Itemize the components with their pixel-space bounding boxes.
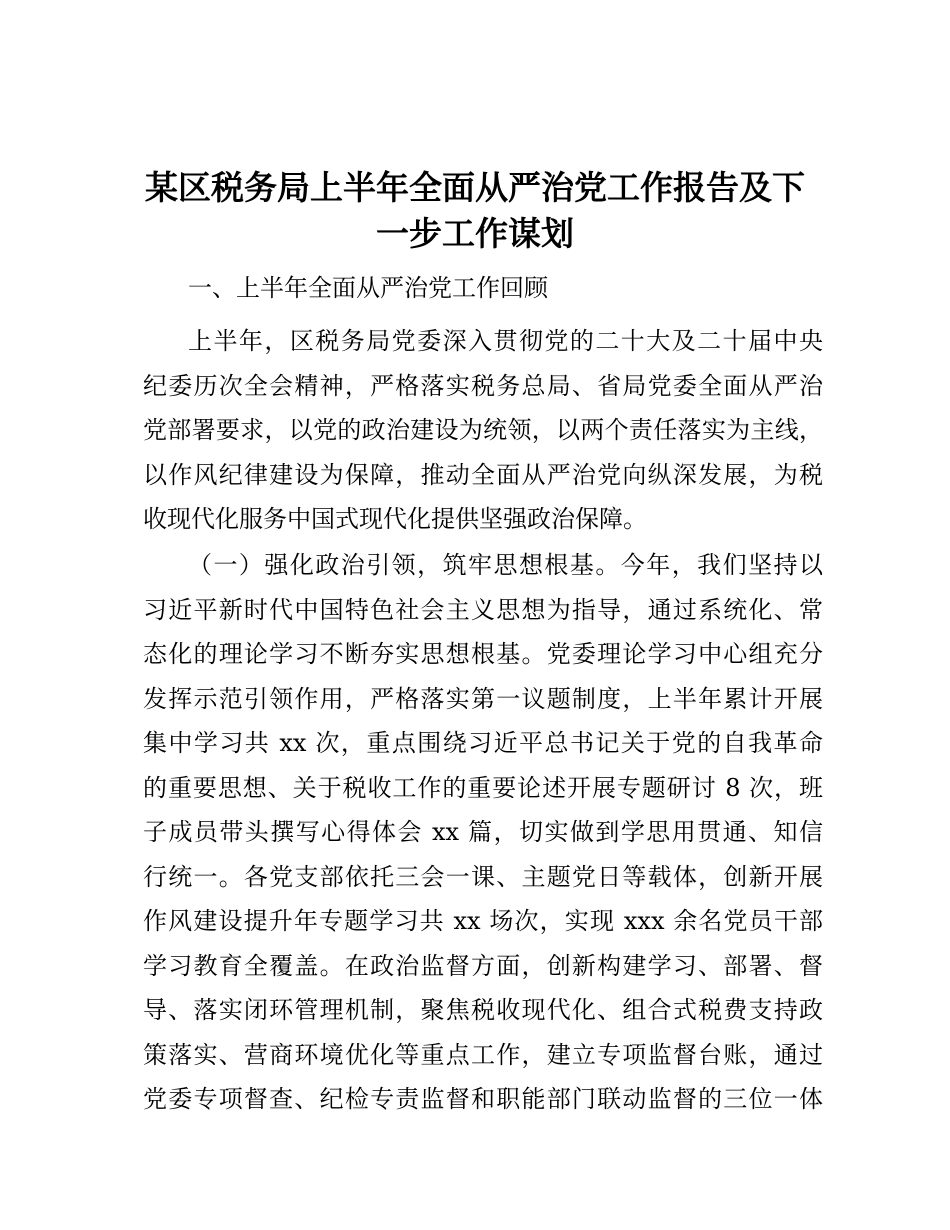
- paragraph-2: [143, 543, 823, 1122]
- section-heading: 一、上半年全面从严治党工作回顾: [188, 274, 548, 302]
- paragraph-line: 发挥示范引领作用，严格落实第一议题制度，上半年累计开展: [143, 684, 823, 713]
- paragraph-line: 党部署要求，以党的政治建设为统领，以两个责任落实为主线，: [143, 416, 823, 444]
- paragraph-line: 党委专项督查、纪检专责监督和职能部门联动监督的三位一体: [143, 1085, 823, 1113]
- paragraph-line: （一）强化政治引领，筑牢思想根基。今年，我们坚持以: [188, 551, 823, 579]
- paragraph-line: 纪委历次全会精神，严格落实税务总局、省局党委全面从严治: [143, 371, 823, 400]
- paragraph-line: 学习教育全覆盖。在政治监督方面，创新构建学习、部署、督: [143, 951, 823, 980]
- paragraph-1: [143, 319, 823, 542]
- document-title-line-1: 某区税务局上半年全面从严治党工作报告及下: [145, 168, 805, 207]
- paragraph-line: 以作风纪律建设为保障，推动全面从严治党向纵深发展，为税: [143, 460, 823, 489]
- paragraph-line: 上半年，区税务局党委深入贯彻党的二十大及二十届中央: [188, 327, 823, 355]
- paragraph-line: 态化的理论学习不断夯实思想根基。党委理论学习中心组充分: [143, 640, 823, 668]
- paragraph-line: 收现代化服务中国式现代化提供坚强政治保障。: [143, 505, 647, 533]
- paragraph-line: 子成员带头撰写心得体会 xx 篇，切实做到学思用贯通、知信: [143, 818, 823, 846]
- paragraph-line: 集中学习共 xx 次，重点围绕习近平总书记关于党的自我革命: [143, 729, 823, 757]
- paragraph-line: 的重要思想、关于税收工作的重要论述开展专题研讨 8 次，班: [143, 773, 823, 802]
- paragraph-line: 习近平新时代中国特色社会主义思想为指导，通过系统化、常: [143, 595, 823, 624]
- paragraph-line: 策落实、营商环境优化等重点工作，建立专项监督台账，通过: [143, 1040, 823, 1069]
- paragraph-line: 作风建设提升年专题学习共 xx 场次，实现 xxx 余名党员干部: [143, 907, 823, 935]
- paragraph-line: 导、落实闭环管理机制，聚焦税收现代化、组合式税费支持政: [143, 996, 823, 1024]
- document-title-line-2: 一步工作谋划: [376, 214, 574, 253]
- paragraph-line: 行统一。各党支部依托三会一课、主题党日等载体，创新开展: [143, 862, 823, 891]
